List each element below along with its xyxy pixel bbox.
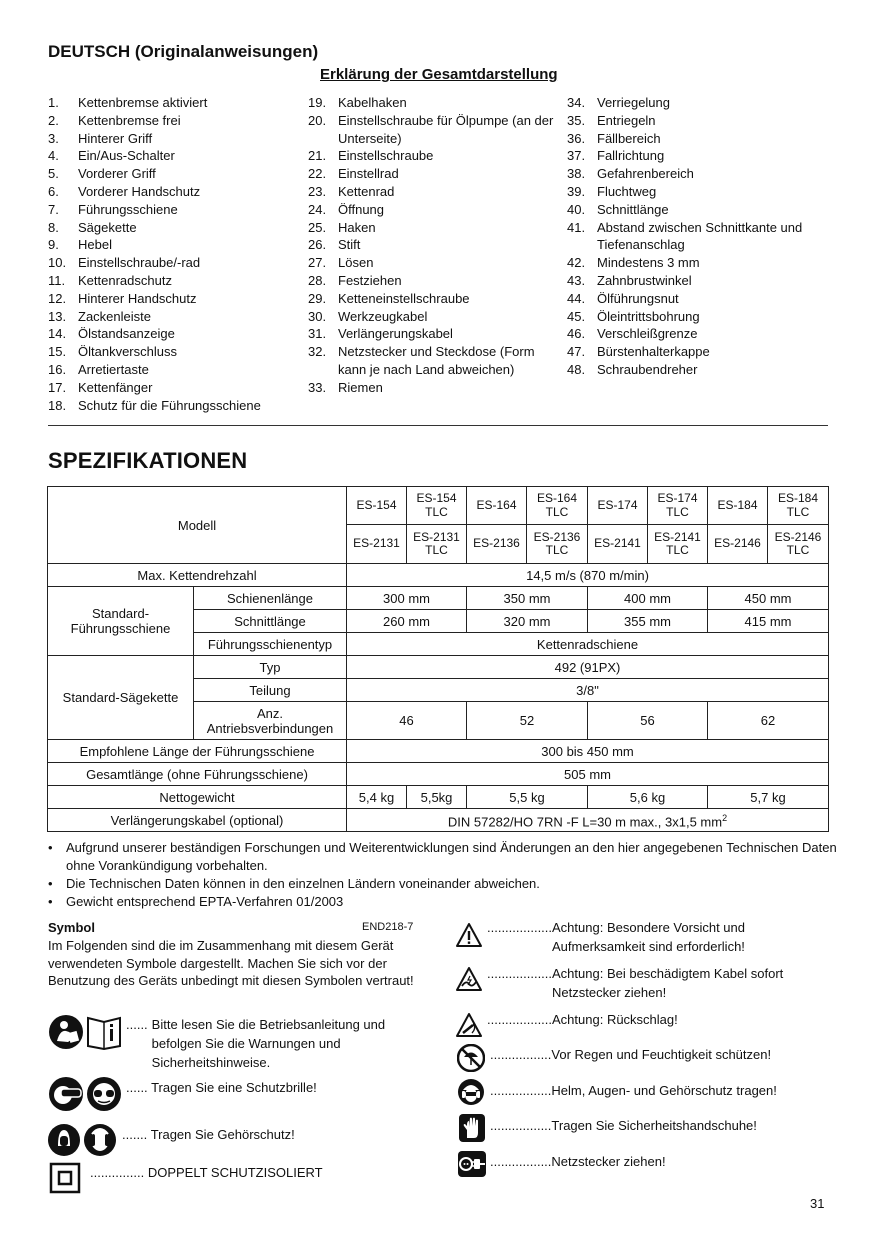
spec-label: Max. Kettendrehzahl [48,564,347,587]
spec-label: Verlängerungskabel (optional) [48,809,347,832]
symbol-read-manual: ...... Bitte lesen Sie die Betriebsanleitung und befolgen Sie die Warnungen und Sicherheitshinweise. [126,1017,386,1070]
section-divider [48,425,828,426]
page-number: 31 [810,1196,825,1211]
list-item: 38. Gefahrenbereich [567,166,694,182]
symbol-intro: Im Folgenden sind die im Zusammenhang mit diesem Gerät verwendeten Symbole dargestellt. Machen Sie sich vor der Benutzung des Geräts unbedingt mit diesen Symbolen vertraut! [48,938,414,989]
table-row [48,809,829,832]
symbol-safety-gloves: .................Tragen Sie Sicherheitshandschuhe! [490,1118,757,1133]
damaged-cable-icon [455,966,483,997]
spec-label: Führungsschienentyp [194,633,347,656]
list-item: 11. Kettenradschutz [48,272,172,288]
list-item: 41. Abstand zwischen Schnittkante und Tiefenanschlag [567,219,803,253]
list-item: 17. Kettenfänger [48,379,153,395]
spec-label: Anz. Antriebsverbindungen [194,702,347,740]
list-item: 4. Ein/Aus-Schalter [48,148,175,164]
spec-value: 300 mm [347,587,467,610]
model-cell: ES-174 TLC [648,487,708,525]
bullet: • [48,840,53,855]
list-item: 21. Einstellschraube [308,148,434,164]
symbol-helmet-protection: .................Helm, Augen- und Gehörschutz tragen! [490,1083,777,1098]
list-item: 33. Riemen [308,379,383,395]
spec-value: 3/8" [347,679,829,702]
model-cell: ES-154 [347,487,407,525]
spec-value: 52 [467,702,588,740]
list-item: 28. Festziehen [308,272,402,288]
ear-protection-icon [48,1122,122,1163]
model-cell: ES-174 [588,487,648,525]
document-code: END218-7 [362,921,414,933]
spec-value: 62 [708,702,829,740]
list-item: 27. Lösen [308,255,374,271]
spec-value: 400 mm [588,587,708,610]
list-item: 6. Vorderer Handschutz [48,183,201,199]
spec-value [347,809,829,832]
list-item: 24. Öffnung [308,201,385,217]
spec-label: Nettogewicht [48,786,347,809]
list-item: 8. Sägekette [48,219,137,235]
bullet: • [48,876,53,891]
list-item: 5. Vorderer Griff [48,166,156,182]
spec-value: 5,5kg [407,786,467,809]
spec-value: 300 bis 450 mm [347,740,829,763]
spec-value: 56 [588,702,708,740]
model-cell: ES-2141 TLC [648,525,708,564]
language-heading: DEUTSCH (Originalanweisungen) [48,42,319,61]
spec-value: 5,5 kg [467,786,588,809]
list-item: 20. Einstellschraube für Ölpumpe (an der Unterseite) [308,112,554,146]
symbol-no-rain: .................Vor Regen und Feuchtigkeit schützen! [490,1047,772,1062]
list-item: 10. Einstellschraube/-rad [48,255,201,271]
list-item: 18. Schutz für die Führungsschiene [48,397,261,413]
list-item: 16. Arretiertaste [48,361,149,377]
model-cell: ES-2141 [588,525,648,564]
no-rain-icon [457,1044,485,1077]
table-row [48,487,829,525]
legend-column-2 [308,94,563,397]
list-item: 30. Werkzeugkabel [308,308,428,324]
legend-subtitle: Erklärung der Gesamtdarstellung [320,66,558,83]
spec-label: Empfohlene Länge der Führungsschiene [48,740,347,763]
spec-notes [48,839,838,911]
list-item: 34. Verriegelung [567,95,670,110]
double-insulation-icon [49,1162,81,1199]
table-row [48,763,829,786]
table-row [48,564,829,587]
list-item: 23. Kettenrad [308,183,395,199]
spec-value: 5,4 kg [347,786,407,809]
model-cell: ES-2146 [708,525,768,564]
list-item: 36. Fällbereich [567,130,661,146]
warning-triangle-icon [455,922,483,953]
model-cell: ES-2136 [467,525,527,564]
spec-label: Teilung [194,679,347,702]
symbol-safety-glasses: ...... Tragen Sie eine Schutzbrille! [126,1080,317,1095]
spec-value: 505 mm [347,763,829,786]
kickback-icon [455,1012,483,1043]
spec-value: 350 mm [467,587,588,610]
safety-glasses-icon [48,1076,122,1117]
spec-value: 260 mm [347,610,467,633]
symbol-caution: .................. Achtung: Besondere Vorsicht und Aufmerksamkeit sind erforderlich! [487,920,745,954]
list-item: 47. Bürstenhalterkappe [567,344,710,360]
spec-value: 355 mm [588,610,708,633]
model-cell: ES-164 TLC [527,487,588,525]
legend-column-3 [567,94,829,379]
legend-column-1 [48,94,298,414]
spec-value: 415 mm [708,610,829,633]
list-item: • Die Technischen Daten können in den einzelnen Ländern voneinander abweichen. [48,876,540,891]
table-row [48,786,829,809]
list-item: 9. Hebel [48,237,112,253]
model-cell: ES-184 [708,487,768,525]
table-row [48,587,829,610]
model-cell: ES-2131 TLC [407,525,467,564]
list-item: 15. Öltankverschluss [48,344,177,360]
spec-value: 5,7 kg [708,786,829,809]
symbol-unplug: .................Netzstecker ziehen! [490,1154,666,1169]
list-item: 3. Hinterer Griff [48,130,153,146]
list-item: 7. Führungsschiene [48,201,178,217]
table-row [48,740,829,763]
symbol-ear-protection: ....... Tragen Sie Gehörschutz! [122,1127,295,1142]
symbol-heading: Symbol [48,920,95,935]
spec-label: Typ [194,656,347,679]
list-item: • Aufgrund unserer beständigen Forschungen und Weiterentwicklungen sind Änderungen an den hier angegebenen Technischen Daten ohne Vorankündigung vorbehalten. [48,840,837,873]
list-item: 29. Ketteneinstellschraube [308,290,470,306]
spec-value: Kettenradschiene [347,633,829,656]
table-row [48,656,829,679]
spec-value: 450 mm [708,587,829,610]
list-item: 45. Öleintrittsbohrung [567,308,700,324]
spec-label: Schienenlänge [194,587,347,610]
model-cell: ES-2131 [347,525,407,564]
model-cell: ES-184 TLC [768,487,829,525]
model-cell: ES-2146 TLC [768,525,829,564]
spec-group-label: Standard-Sägekette [48,656,194,740]
list-item: 12. Hinterer Handschutz [48,290,197,306]
list-item: 22. Einstellrad [308,166,399,182]
list-item: 44. Ölführungsnut [567,290,679,306]
ext-cord-superscript: 2 [722,812,728,823]
symbol-kickback: ..................Achtung: Rückschlag! [487,1012,678,1027]
symbol-double-insulation: ............... DOPPELT SCHUTZISOLIERT [90,1165,323,1180]
list-item: 14. Ölstandsanzeige [48,326,175,342]
model-label: Modell [48,487,347,564]
list-item: 31. Verlängerungskabel [308,326,453,342]
bullet: • [48,894,53,909]
spec-value: 320 mm [467,610,588,633]
list-item: 42. Mindestens 3 mm [567,255,700,271]
list-item: 39. Fluchtweg [567,183,657,199]
spec-heading: SPEZIFIKATIONEN [48,448,248,473]
symbol-damaged-cable: .................. Achtung: Bei beschädigtem Kabel sofort Netzstecker ziehen! [487,966,784,1000]
list-item: 1. Kettenbremse aktiviert [48,95,208,110]
list-item: 43. Zahnbrustwinkel [567,272,692,288]
list-item: 2. Kettenbremse frei [48,112,181,128]
list-item: 48. Schraubendreher [567,361,698,377]
spec-label: Gesamtlänge (ohne Führungsschiene) [48,763,347,786]
ext-cord-text: DIN 57282/HO 7RN -F L=30 m max., 3x1,5 mm [447,814,723,830]
spec-label: Schnittlänge [194,610,347,633]
list-item: 32. Netzstecker und Steckdose (Form kann je nach Land abweichen) [308,344,535,377]
list-item: 26. Stift [308,237,361,253]
unplug-icon [457,1150,487,1183]
list-item: 19. Kabelhaken [308,95,407,110]
model-cell: ES-164 [467,487,527,525]
list-item: • Gewicht entsprechend EPTA-Verfahren 01/2003 [48,894,344,909]
helmet-eye-ear-protection-icon [457,1078,485,1111]
model-cell: ES-2136 TLC [527,525,588,564]
spec-value: 14,5 m/s (870 m/min) [347,564,829,587]
list-item: 37. Fallrichtung [567,148,665,164]
model-cell: ES-154 TLC [407,487,467,525]
list-item: 40. Schnittlänge [567,201,669,217]
safety-gloves-icon [458,1113,486,1148]
spec-group-label: Standard- Führungsschiene [48,587,194,656]
spec-value: 5,6 kg [588,786,708,809]
list-item: 35. Entriegeln [567,112,656,128]
list-item: 46. Verschleißgrenze [567,326,698,342]
read-manual-icon [48,1014,122,1055]
list-item: 13. Zackenleiste [48,308,151,324]
spec-table [47,486,829,832]
spec-value: 46 [347,702,467,740]
list-item: 25. Haken [308,219,376,235]
spec-value: 492 (91PX) [347,656,829,679]
